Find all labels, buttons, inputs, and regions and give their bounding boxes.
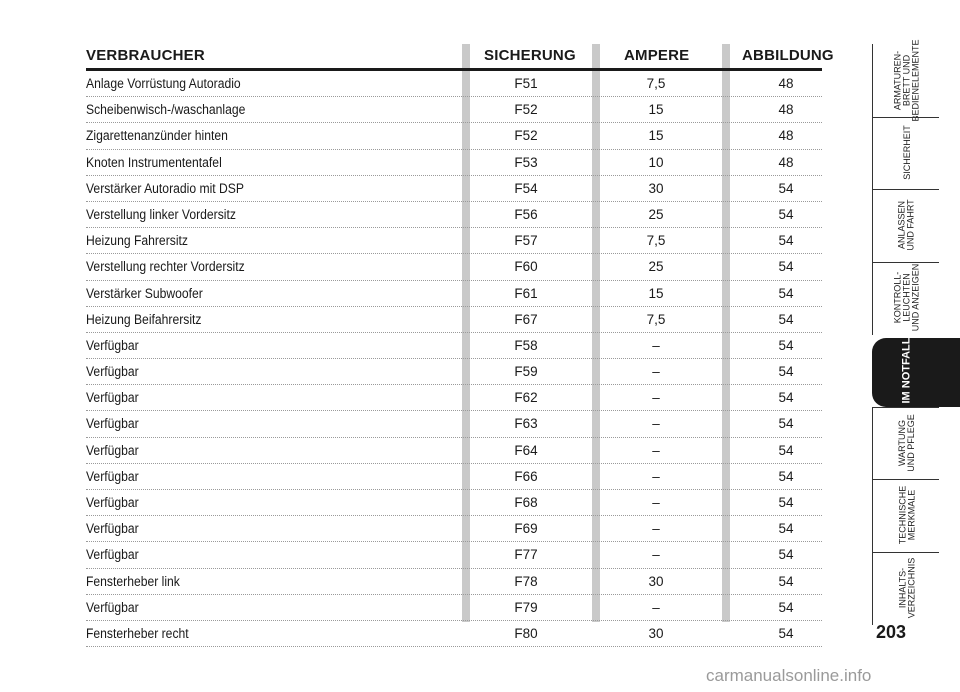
table-row: [86, 569, 822, 595]
tab-label: WARTUNG UND PFLEGE: [896, 413, 916, 472]
fuse-cell: F69: [514, 521, 538, 537]
fuse-cell: F54: [514, 180, 538, 196]
table-row: [86, 359, 822, 385]
ampere-cell: 15: [648, 128, 664, 144]
consumer-cell: Heizung Fahrersitz: [86, 233, 188, 249]
tab-5[interactable]: [876, 334, 938, 407]
fuse-cell: F53: [514, 154, 538, 170]
fuse-cell: F68: [514, 495, 538, 510]
tab-8[interactable]: [876, 552, 938, 625]
figure-cell: 48: [778, 154, 794, 170]
table-row: [86, 71, 822, 97]
tab-3[interactable]: [876, 189, 938, 262]
table-row: [86, 150, 822, 176]
figure-cell: 54: [778, 259, 794, 275]
ampere-cell: –: [652, 599, 660, 615]
fuse-cell: F59: [514, 364, 538, 380]
table-row: [86, 254, 822, 280]
tab-label: ANLASSEN UND FAHRT: [897, 199, 916, 251]
figure-cell: 54: [778, 390, 794, 406]
table-header: [86, 44, 834, 68]
table-row: [86, 97, 822, 123]
consumer-cell: Zigarettenanzünder hinten: [86, 128, 228, 144]
consumer-cell: Verstellung rechter Vordersitz: [86, 259, 245, 275]
table-row: [86, 123, 822, 149]
figure-cell: 54: [778, 311, 794, 327]
fuse-cell: F66: [514, 468, 538, 484]
figure-cell: 54: [778, 416, 794, 432]
consumer-cell: Verfügbar: [86, 495, 139, 510]
fuse-cell: F61: [514, 285, 538, 301]
table-row: [86, 307, 822, 333]
fuse-cell: F58: [514, 337, 538, 353]
table-row: [86, 490, 822, 516]
fuse-cell: F56: [514, 206, 538, 222]
table-row: [86, 542, 822, 568]
consumer-cell: Fensterheber recht: [86, 625, 189, 641]
ampere-cell: 25: [648, 259, 664, 275]
tab-label: INHALTS- VERZEICHNIS: [896, 557, 916, 619]
table-row: [86, 281, 822, 307]
fuse-cell: F67: [514, 311, 538, 327]
ampere-cell: 10: [648, 154, 664, 170]
consumer-cell: Verfügbar: [86, 390, 139, 406]
tab-6[interactable]: [876, 407, 938, 480]
ampere-cell: –: [652, 495, 660, 510]
tab-7[interactable]: [876, 479, 938, 552]
consumer-cell: Verfügbar: [86, 364, 139, 380]
ampere-cell: –: [652, 468, 660, 484]
figure-cell: 54: [778, 468, 794, 484]
table-row: [86, 621, 822, 647]
table-row: [86, 176, 822, 202]
fuse-cell: F57: [514, 233, 538, 249]
table-row: [86, 385, 822, 411]
table-row: [86, 202, 822, 228]
consumer-cell: Anlage Vorrüstung Autoradio: [86, 76, 241, 91]
tab-2[interactable]: [876, 117, 938, 190]
ampere-cell: –: [652, 442, 660, 458]
consumer-cell: Verfügbar: [86, 521, 139, 537]
watermark: carmanualsonline.info: [706, 666, 872, 685]
fuse-cell: F80: [514, 625, 538, 641]
ampere-cell: 30: [648, 180, 664, 196]
consumer-cell: Verstärker Autoradio mit DSP: [86, 180, 245, 196]
tab-label: SICHERHEIT: [901, 125, 912, 181]
ampere-cell: 7,5: [646, 233, 666, 249]
consumer-cell: Verfügbar: [86, 468, 139, 484]
table-row: [86, 464, 822, 490]
tab-label: ARMATUREN- BRETT UND BEDIENELEMENTE: [892, 39, 921, 122]
header-ampere: AMPERE: [624, 47, 690, 64]
figure-cell: 54: [778, 442, 794, 458]
ampere-cell: –: [652, 390, 660, 406]
header-fuse: SICHERUNG: [484, 47, 576, 64]
fuse-cell: F77: [514, 547, 538, 563]
tab-label: TECHNISCHE MERKMALE: [896, 485, 916, 545]
fuse-table-body: [86, 71, 822, 647]
figure-cell: 54: [778, 495, 794, 510]
ampere-cell: 15: [648, 285, 664, 301]
fuse-cell: F62: [514, 390, 538, 406]
consumer-cell: Verfügbar: [86, 547, 139, 563]
tab-1[interactable]: [876, 39, 938, 122]
figure-cell: 54: [778, 285, 794, 301]
ampere-cell: –: [652, 416, 660, 432]
figure-cell: 48: [778, 76, 794, 91]
consumer-cell: Fensterheber link: [86, 573, 180, 589]
ampere-cell: –: [652, 364, 660, 380]
figure-cell: 48: [778, 102, 794, 118]
fuse-cell: F64: [514, 442, 538, 458]
ampere-cell: –: [652, 521, 660, 537]
fuse-cell: F78: [514, 573, 538, 589]
figure-cell: 48: [778, 128, 794, 144]
figure-cell: 54: [778, 337, 794, 353]
page-number: 203: [876, 622, 907, 642]
ampere-cell: 15: [648, 102, 664, 118]
fuse-cell: F63: [514, 416, 538, 432]
consumer-cell: Scheibenwisch-/waschanlage: [86, 102, 246, 118]
table-row: [86, 333, 822, 359]
figure-cell: 54: [778, 206, 794, 222]
figure-cell: 54: [778, 233, 794, 249]
table-row: [86, 411, 822, 437]
ampere-cell: 7,5: [646, 311, 666, 327]
table-row: [86, 438, 822, 464]
consumer-cell: Knoten Instrumententafel: [86, 154, 222, 170]
consumer-cell: Verstärker Subwoofer: [86, 285, 203, 301]
figure-cell: 54: [778, 573, 794, 589]
consumer-cell: Verfügbar: [86, 337, 139, 353]
ampere-cell: –: [652, 337, 660, 353]
tab-label: IM NOTFALL: [900, 337, 913, 404]
figure-cell: 54: [778, 521, 794, 537]
fuse-cell: F79: [514, 599, 538, 615]
figure-cell: 54: [778, 625, 794, 641]
figure-cell: 54: [778, 599, 794, 615]
table-row: [86, 228, 822, 254]
consumer-cell: Heizung Beifahrersitz: [86, 311, 202, 327]
ampere-cell: 25: [648, 206, 664, 222]
consumer-cell: Verfügbar: [86, 442, 139, 458]
ampere-cell: 30: [648, 625, 664, 641]
ampere-cell: –: [652, 547, 660, 563]
tab-4[interactable]: [876, 262, 938, 335]
header-consumer: VERBRAUCHER: [86, 47, 205, 64]
fuse-cell: F60: [514, 259, 538, 275]
ampere-cell: 30: [648, 573, 664, 589]
header-figure: ABBILDUNG: [742, 47, 834, 64]
consumer-cell: Verfügbar: [86, 416, 139, 432]
ampere-cell: 7,5: [646, 76, 666, 91]
figure-cell: 54: [778, 180, 794, 196]
fuse-cell: F52: [514, 128, 538, 144]
consumer-cell: Verstellung linker Vordersitz: [86, 206, 236, 222]
fuse-cell: F51: [514, 76, 538, 91]
fuse-cell: F52: [514, 102, 538, 118]
table-row: [86, 516, 822, 542]
figure-cell: 54: [778, 547, 794, 563]
tab-label: KONTROLL- LEUCHTEN UND ANZEIGEN: [892, 263, 921, 332]
figure-cell: 54: [778, 364, 794, 380]
table-row: [86, 595, 822, 621]
consumer-cell: Verfügbar: [86, 599, 139, 615]
